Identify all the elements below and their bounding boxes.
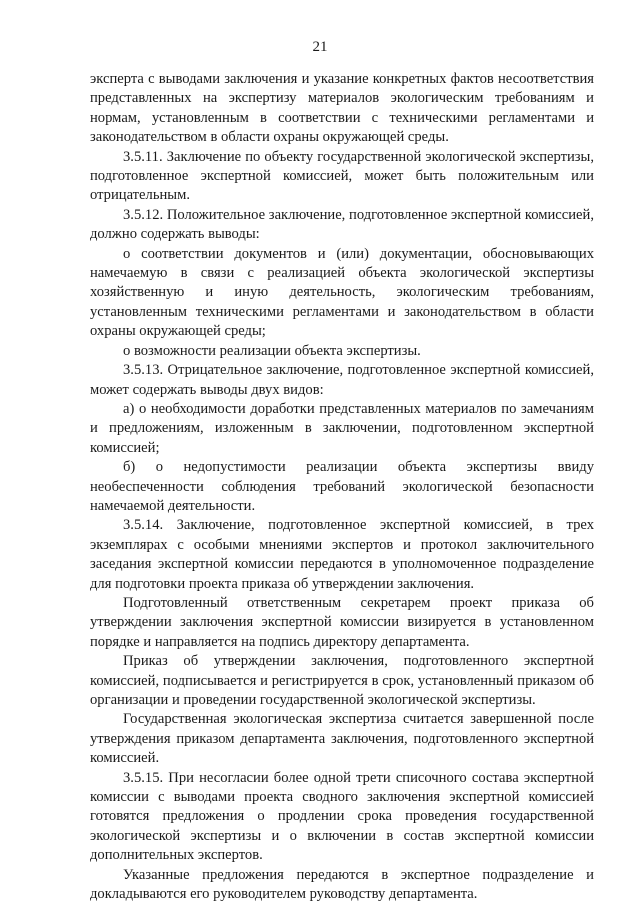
document-body bbox=[90, 70, 594, 904]
paragraph-proposals-transfer: Указанные предложения передаются в экспертное подразделение и докладываются его руководителем руководству департамента. bbox=[90, 866, 594, 903]
paragraph-order-approval: Приказ об утверждении заключения, подготовленного экспертной комиссией, подписывается и регистрируется в срок, установленный приказом об организации и проведении государственной экологической экспертизы. bbox=[90, 653, 594, 708]
paragraph-continuation: эксперта с выводами заключения и указание конкретных фактов несоответствия представленных на экспертизу материалов экологическим требованиям и нормам, установленным в соответствии с техническими регламентами и законодательством в области охраны окружающей среды. bbox=[90, 71, 594, 146]
paragraph-3-5-15: 3.5.15. При несогласии более одной трети списочного состава экспертной комиссии с выводами проекта сводного заключения экспертной комиссией готовятся предложения о продлении срока проведения государственной экологической экспертизы и о включении в состав экспертной комиссии дополнительных экспертов. bbox=[90, 769, 594, 864]
paragraph-item-b: б) о недопустимости реализации объекта экспертизы ввиду необеспеченности соблюдения требований экологической безопасности намечаемой деятельности. bbox=[90, 459, 594, 514]
paragraph-draft-order: Подготовленный ответственным секретарем проект приказа об утверждении заключения экспертной комиссии визируется в установленном порядке и направляется на подпись директору департамента. bbox=[90, 594, 594, 650]
page-number: 21 bbox=[312, 39, 328, 55]
paragraph-item-a: а) о необходимости доработки представленных материалов по замечаниям и предложениям, изложенным в заключении, подготовленном экспертной комиссией; bbox=[90, 400, 594, 456]
paragraph-3-5-12: 3.5.12. Положительное заключение, подготовленное экспертной комиссией, должно содержать выводы: bbox=[90, 206, 594, 243]
paragraph-feasibility-conclusion: о возможности реализации объекта экспертизы. bbox=[123, 342, 421, 359]
paragraph-3-5-11: 3.5.11. Заключение по объекту государственной экологической экспертизы, подготовленное экспертной комиссией, может быть положительным или отрицательным. bbox=[90, 148, 594, 204]
paragraph-expertise-completion: Государственная экологическая экспертиза считается завершенной после утверждения приказом департамента заключения, подготовленного экспертной комиссией. bbox=[90, 711, 594, 767]
paragraph-3-5-14: 3.5.14. Заключение, подготовленное экспертной комиссией, в трех экземплярах с особыми мнениями экспертов и протокол заключительного заседания экспертной комиссии передаются в уполномоченное подразделение для подготовки проекта приказа об утверждении заключения. bbox=[90, 517, 594, 592]
paragraph-conformity-conclusion: о соответствии документов и (или) документации, обосновывающих намечаемую в связи с реализацией объекта экологической экспертизы хозяйственную и иную деятельность, экологическим требованиям, установленным техническими регламентами и законодательством в области охраны окружающей среды; bbox=[90, 245, 594, 340]
paragraph-3-5-13: 3.5.13. Отрицательное заключение, подготовленное экспертной комиссией, может содержать выводы двух видов: bbox=[90, 362, 594, 398]
